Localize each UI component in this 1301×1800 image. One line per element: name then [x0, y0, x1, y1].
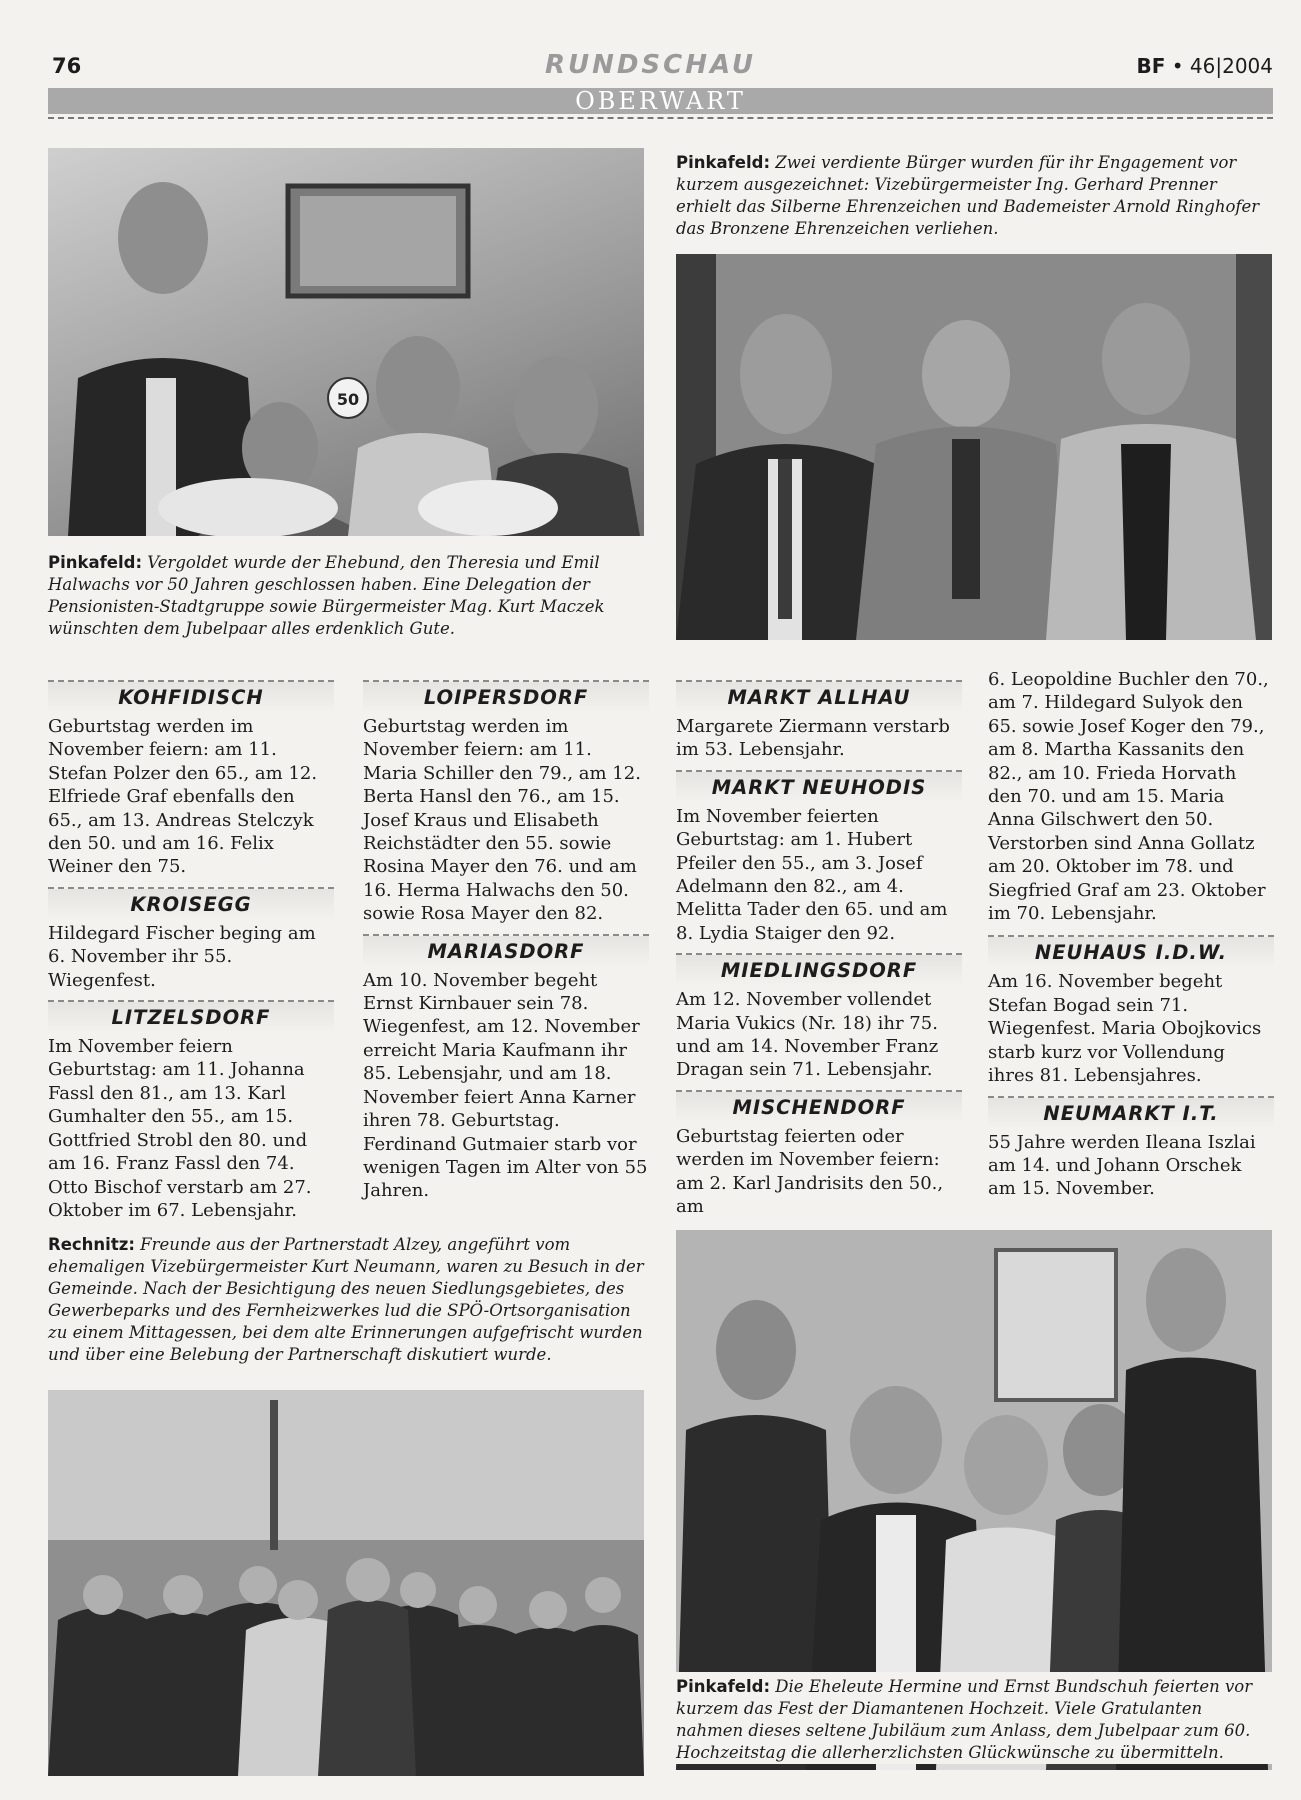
issue-number: 46|2004 [1189, 54, 1273, 78]
section-text: Am 16. November begeht Stefan Bogad sein 71. Wiegenfest. Maria Obojkovics starb kurz vor Vollendung ihres 81. Lebensjahres. [988, 971, 1262, 1087]
section-text: 55 Jahre werden Ileana Iszlai am 14. und Johann Orschek am 15. November. [988, 1131, 1256, 1200]
section-text: Am 10. November begeht Ernst Kirnbauer sein 78. Wiegenfest, am 12. November erreicht Maria Kaufmann ihr 85. Lebensjahr, und am 18. November feiert Anna Karner ihren 78. Geburtstag. [363, 969, 640, 1132]
section-text: Otto Bischof verstarb am 27. Oktober im 67. Lebensjahr. [48, 1176, 312, 1221]
section-title: OBERWART [575, 87, 746, 115]
section-heading: LOIPERSDORF [363, 680, 649, 713]
issue-label [1136, 54, 1273, 78]
caption-honors [676, 152, 1272, 240]
page-number: 76 [52, 54, 82, 78]
caption-diamond-wedding [676, 1672, 1272, 1764]
section-kohfidisch [48, 680, 334, 879]
caption-text: Zwei verdiente Bürger wurden für ihr Engagement vor kurzem ausgezeichnet: Vizebürgermeister Ing. Gerhard Prenner erhielt das Silberne Ehrenzeichen und Bademeister Arnold Ringhofer das Bronzene Ehrenzeichen verliehen. [676, 153, 1260, 238]
photo-golden-wedding [48, 148, 644, 536]
column-3 [676, 680, 962, 1219]
section-markt-allhau [676, 680, 962, 762]
section-text: Im November feierten Geburtstag: am 1. Hubert Pfeiler den 55., am 3. Josef Adelmann den 82., am 4. Melitta Tader den 65. und am 8. Lydia Staiger den 92. [676, 805, 948, 944]
section-heading: NEUMARKT I.T. [988, 1096, 1274, 1129]
caption-text: Vergoldet wurde der Ehebund, den Theresia und Emil Halwachs vor 50 Jahren geschlossen haben. Eine Delegation der Pensionisten-Stadtgruppe sowie Bürgermeister Mag. Kurt Maczek wünschten dem Jubelpaar alles erdenklich Gute. [48, 553, 605, 638]
caption-rechnitz [48, 1234, 644, 1366]
section-text: Hildegard Fischer beging am 6. November ihr 55. Wiegenfest. [48, 922, 316, 991]
section-text: Am 12. November vollendet Maria Vukics (Nr. 18) ihr 75. und am 14. November Franz Dragan sein 71. Lebensjahr. [676, 989, 939, 1081]
section-miedlingsdorf [676, 953, 962, 1082]
photo-rechnitz-group [48, 1390, 644, 1776]
continued-text: 6. Leopoldine Buchler den 70., am 7. Hildegard Sulyok den 65. sowie Josef Koger den 79., am 8. Martha Kassanits den 82., am 10. Frieda Horvath den 70. und am 15. Maria Anna Gilschwert den 50. Verstorben sind Anna Gollatz am 20. Oktober im 78. und Siegfried Graf am 23. Oktober im 70. Lebensjahr. [988, 669, 1269, 925]
masthead: RUNDSCHAU [544, 50, 757, 80]
section-text: Geburtstag feierten oder werden im November feiern: am 2. Karl Jandrisits den 50., am [676, 1125, 944, 1218]
section-loipersdorf [363, 680, 649, 926]
section-heading: NEUHAUS I.D.W. [988, 935, 1274, 968]
section-text: Im November feiern Geburtstag: am 11. Johanna Fassl den 81., am 13. Karl Gumhalter den 55., am 15. Gottfried Strobl den 80. und am 16. Franz Fassl den 74. [48, 1036, 308, 1175]
column-2 [363, 680, 649, 1203]
caption-text: Freunde aus der Partnerstadt Alzey, angeführt vom ehemaligen Vizebürgermeister Kurt Neumann, waren zu Besuch in der Gemeinde. Nach der Besichtigung des neuen Siedlungsgebietes, des Gewerbeparks und des Fernheizwerkes lud die SPÖ-Ortsorganisation zu einem Mittagessen, bei dem alte Erinnerungen aufgefrischt wurden und über eine Belebung der Partnerschaft diskutiert wurde. [48, 1235, 644, 1364]
section-text: Ferdinand Gutmaier starb vor wenigen Tagen im Alter von 55 Jahren. [363, 1133, 648, 1202]
column-4 [988, 668, 1274, 1201]
section-neuhaus [988, 935, 1274, 1087]
caption-place: Pinkafeld: [676, 1677, 771, 1696]
section-heading: MARIASDORF [363, 934, 649, 967]
section-heading: LITZELSDORF [48, 1000, 334, 1033]
section-markt-neuhodis [676, 770, 962, 945]
section-text: Margarete Ziermann verstarb im 53. Lebensjahr. [676, 716, 950, 761]
section-mariasdorf [363, 934, 649, 1203]
issue-bullet: • [1171, 54, 1184, 78]
header-rule [48, 117, 1273, 119]
section-heading: MARKT NEUHODIS [676, 770, 962, 803]
section-text: Geburtstag werden im November feiern: am 11. Maria Schiller den 79., am 12. Berta Hansl den 76., am 15. Josef Kraus und Elisabeth Reichstädter den 55. sowie Rosina Mayer den 76. und am 16. Herma Halwachs den 50. sowie Rosa Mayer den 82. [363, 716, 641, 925]
caption-place: Pinkafeld: [48, 553, 143, 572]
section-heading: KOHFIDISCH [48, 680, 334, 713]
section-litzelsdorf [48, 1000, 334, 1222]
column-1 [48, 680, 334, 1222]
anniversary-badge: 50 [336, 390, 360, 409]
section-heading: KROISEGG [48, 887, 334, 920]
section-kroisegg [48, 887, 334, 992]
photo-honors [676, 254, 1272, 640]
caption-golden-wedding [48, 552, 644, 640]
section-heading: MIEDLINGSDORF [676, 953, 962, 986]
section-neumarkt [988, 1096, 1274, 1201]
section-heading: MISCHENDORF [676, 1090, 962, 1123]
section-mischendorf [676, 1090, 962, 1219]
caption-place: Rechnitz: [48, 1235, 135, 1254]
section-band [48, 88, 1273, 114]
section-text: Geburtstag werden im November feiern: am 11. Stefan Polzer den 65., am 12. Elfriede Graf ebenfalls den 65., am 13. Andreas Stelczyk den 50. und am 16. Felix Weiner den 75. [48, 716, 318, 878]
issue-code: BF [1136, 54, 1166, 78]
section-heading: MARKT ALLHAU [676, 680, 962, 713]
caption-text: Die Eheleute Hermine und Ernst Bundschuh feierten vor kurzem das Fest der Diamantenen Hochzeit. Viele Gratulanten nahmen dieses seltene Jubiläum zum Anlass, dem Jubelpaar zum 60. Hochzeitstag die allerherzlichsten Glückwünsche zu übermitteln. [676, 1677, 1253, 1762]
caption-place: Pinkafeld: [676, 153, 771, 172]
